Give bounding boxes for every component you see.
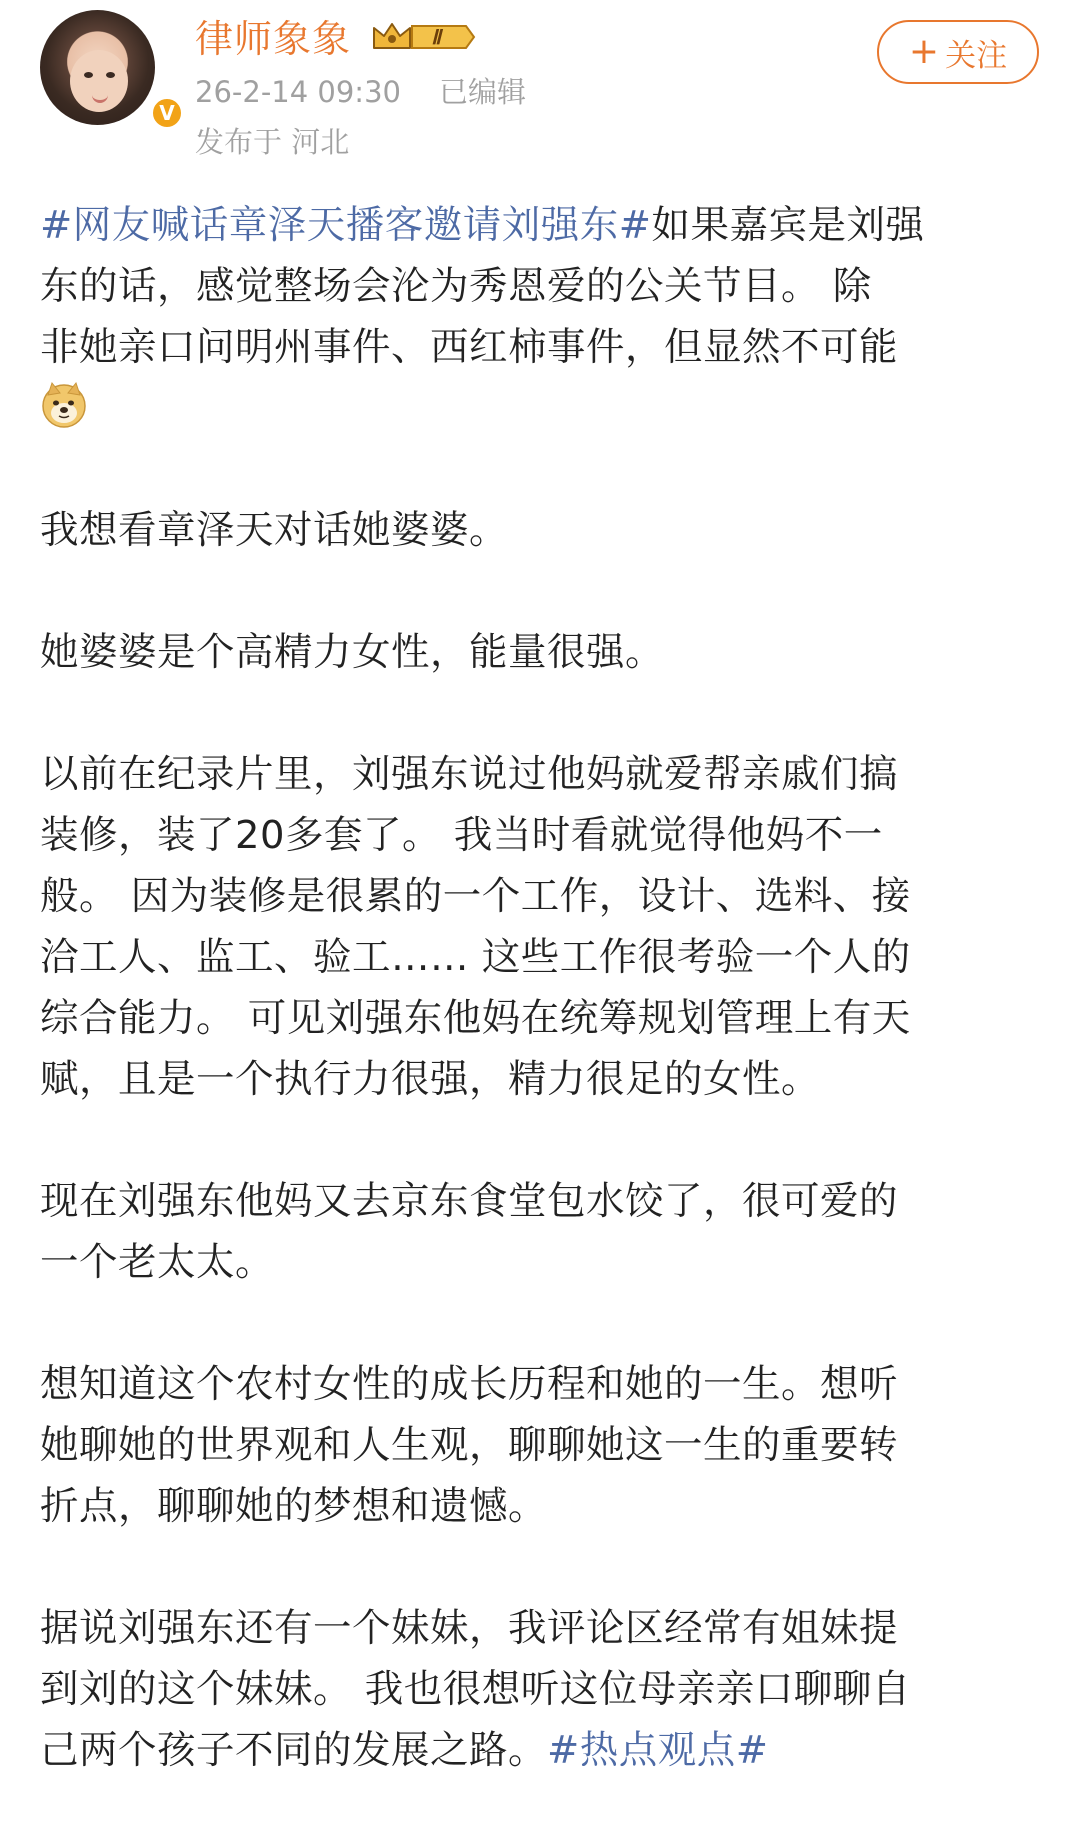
text-line: 据说刘强东还有一个妹妹，我评论区经常有姐妹提 [40, 1606, 899, 1651]
paragraph-3: 她婆婆是个高精力女性，能量很强。 [40, 630, 665, 675]
edited-label[interactable]: 已编辑 [438, 75, 526, 109]
paragraph-1 [40, 195, 1040, 439]
vip-level-text: Ⅱ [431, 27, 441, 49]
paragraph-6 [40, 1354, 1040, 1537]
text-line: 到刘的这个妹妹。 我也很想听这位母亲亲口聊聊自 [40, 1667, 911, 1712]
text-line: 她聊她的世界观和人生观，聊聊她这一生的重要转 [40, 1423, 899, 1468]
text-line: 折点，聊聊她的梦想和遗憾。 [40, 1484, 548, 1529]
text-span: 如果嘉宾是刘强 [651, 203, 925, 248]
plus-icon: + [908, 31, 940, 72]
text-line: 东的话，感觉整场会沦为秀恩爱的公关节目。 除 [40, 264, 872, 309]
doge-icon [40, 381, 88, 429]
text-line: 现在刘强东他妈又去京东食堂包水饺了，很可爱的 [40, 1179, 899, 1224]
post-meta [195, 70, 526, 111]
paragraph-7 [40, 1598, 1040, 1781]
paragraph-4 [40, 744, 1040, 1110]
avatar[interactable] [40, 10, 175, 125]
text-span: 己两个孩子不同的发展之路。 [40, 1728, 548, 1773]
vip-crown-badge-icon[interactable] [370, 18, 478, 56]
post-time: 26-2-14 09:30 [195, 75, 401, 109]
text-line: 非她亲口问明州事件、西红柿事件，但显然不可能 [40, 325, 899, 370]
text-line: 以前在纪录片里，刘强东说过他妈就爱帮亲戚们搞 [40, 752, 899, 797]
paragraph-5 [40, 1171, 1040, 1293]
text-line [40, 195, 1040, 256]
text-line: 装修，装了20多套了。 我当时看就觉得他妈不一 [40, 813, 883, 858]
verified-icon: V [150, 96, 184, 130]
post-content [40, 195, 1040, 1781]
avatar-eye-left [84, 72, 93, 78]
text-line: 赋，且是一个执行力很强，精力很足的女性。 [40, 1057, 821, 1102]
avatar-eye-right [106, 72, 115, 78]
hashtag-link[interactable]: #网友喊话章泽天播客邀请刘强东# [40, 203, 652, 248]
text-line: 想知道这个农村女性的成长历程和她的一生。想听 [40, 1362, 899, 1407]
text-line: 综合能力。 可见刘强东他妈在统筹规划管理上有天 [40, 996, 911, 1041]
paragraph-2: 我想看章泽天对话她婆婆。 [40, 508, 509, 553]
hashtag-link[interactable]: #热点观点# [547, 1728, 769, 1773]
text-line: 般。 因为装修是很累的一个工作，设计、选料、接 [40, 874, 911, 919]
follow-label: 关注 [945, 37, 1008, 74]
follow-button[interactable] [877, 20, 1039, 84]
text-line [40, 1720, 1040, 1781]
text-line: 洽工人、监工、验工…… 这些工作很考验一个人的 [40, 935, 911, 980]
post-location: 发布于 河北 [195, 125, 350, 159]
post-header [0, 0, 1080, 180]
username[interactable]: 律师象象 [195, 17, 352, 61]
text-line [40, 378, 1040, 439]
text-line: 一个老太太。 [40, 1240, 275, 1285]
